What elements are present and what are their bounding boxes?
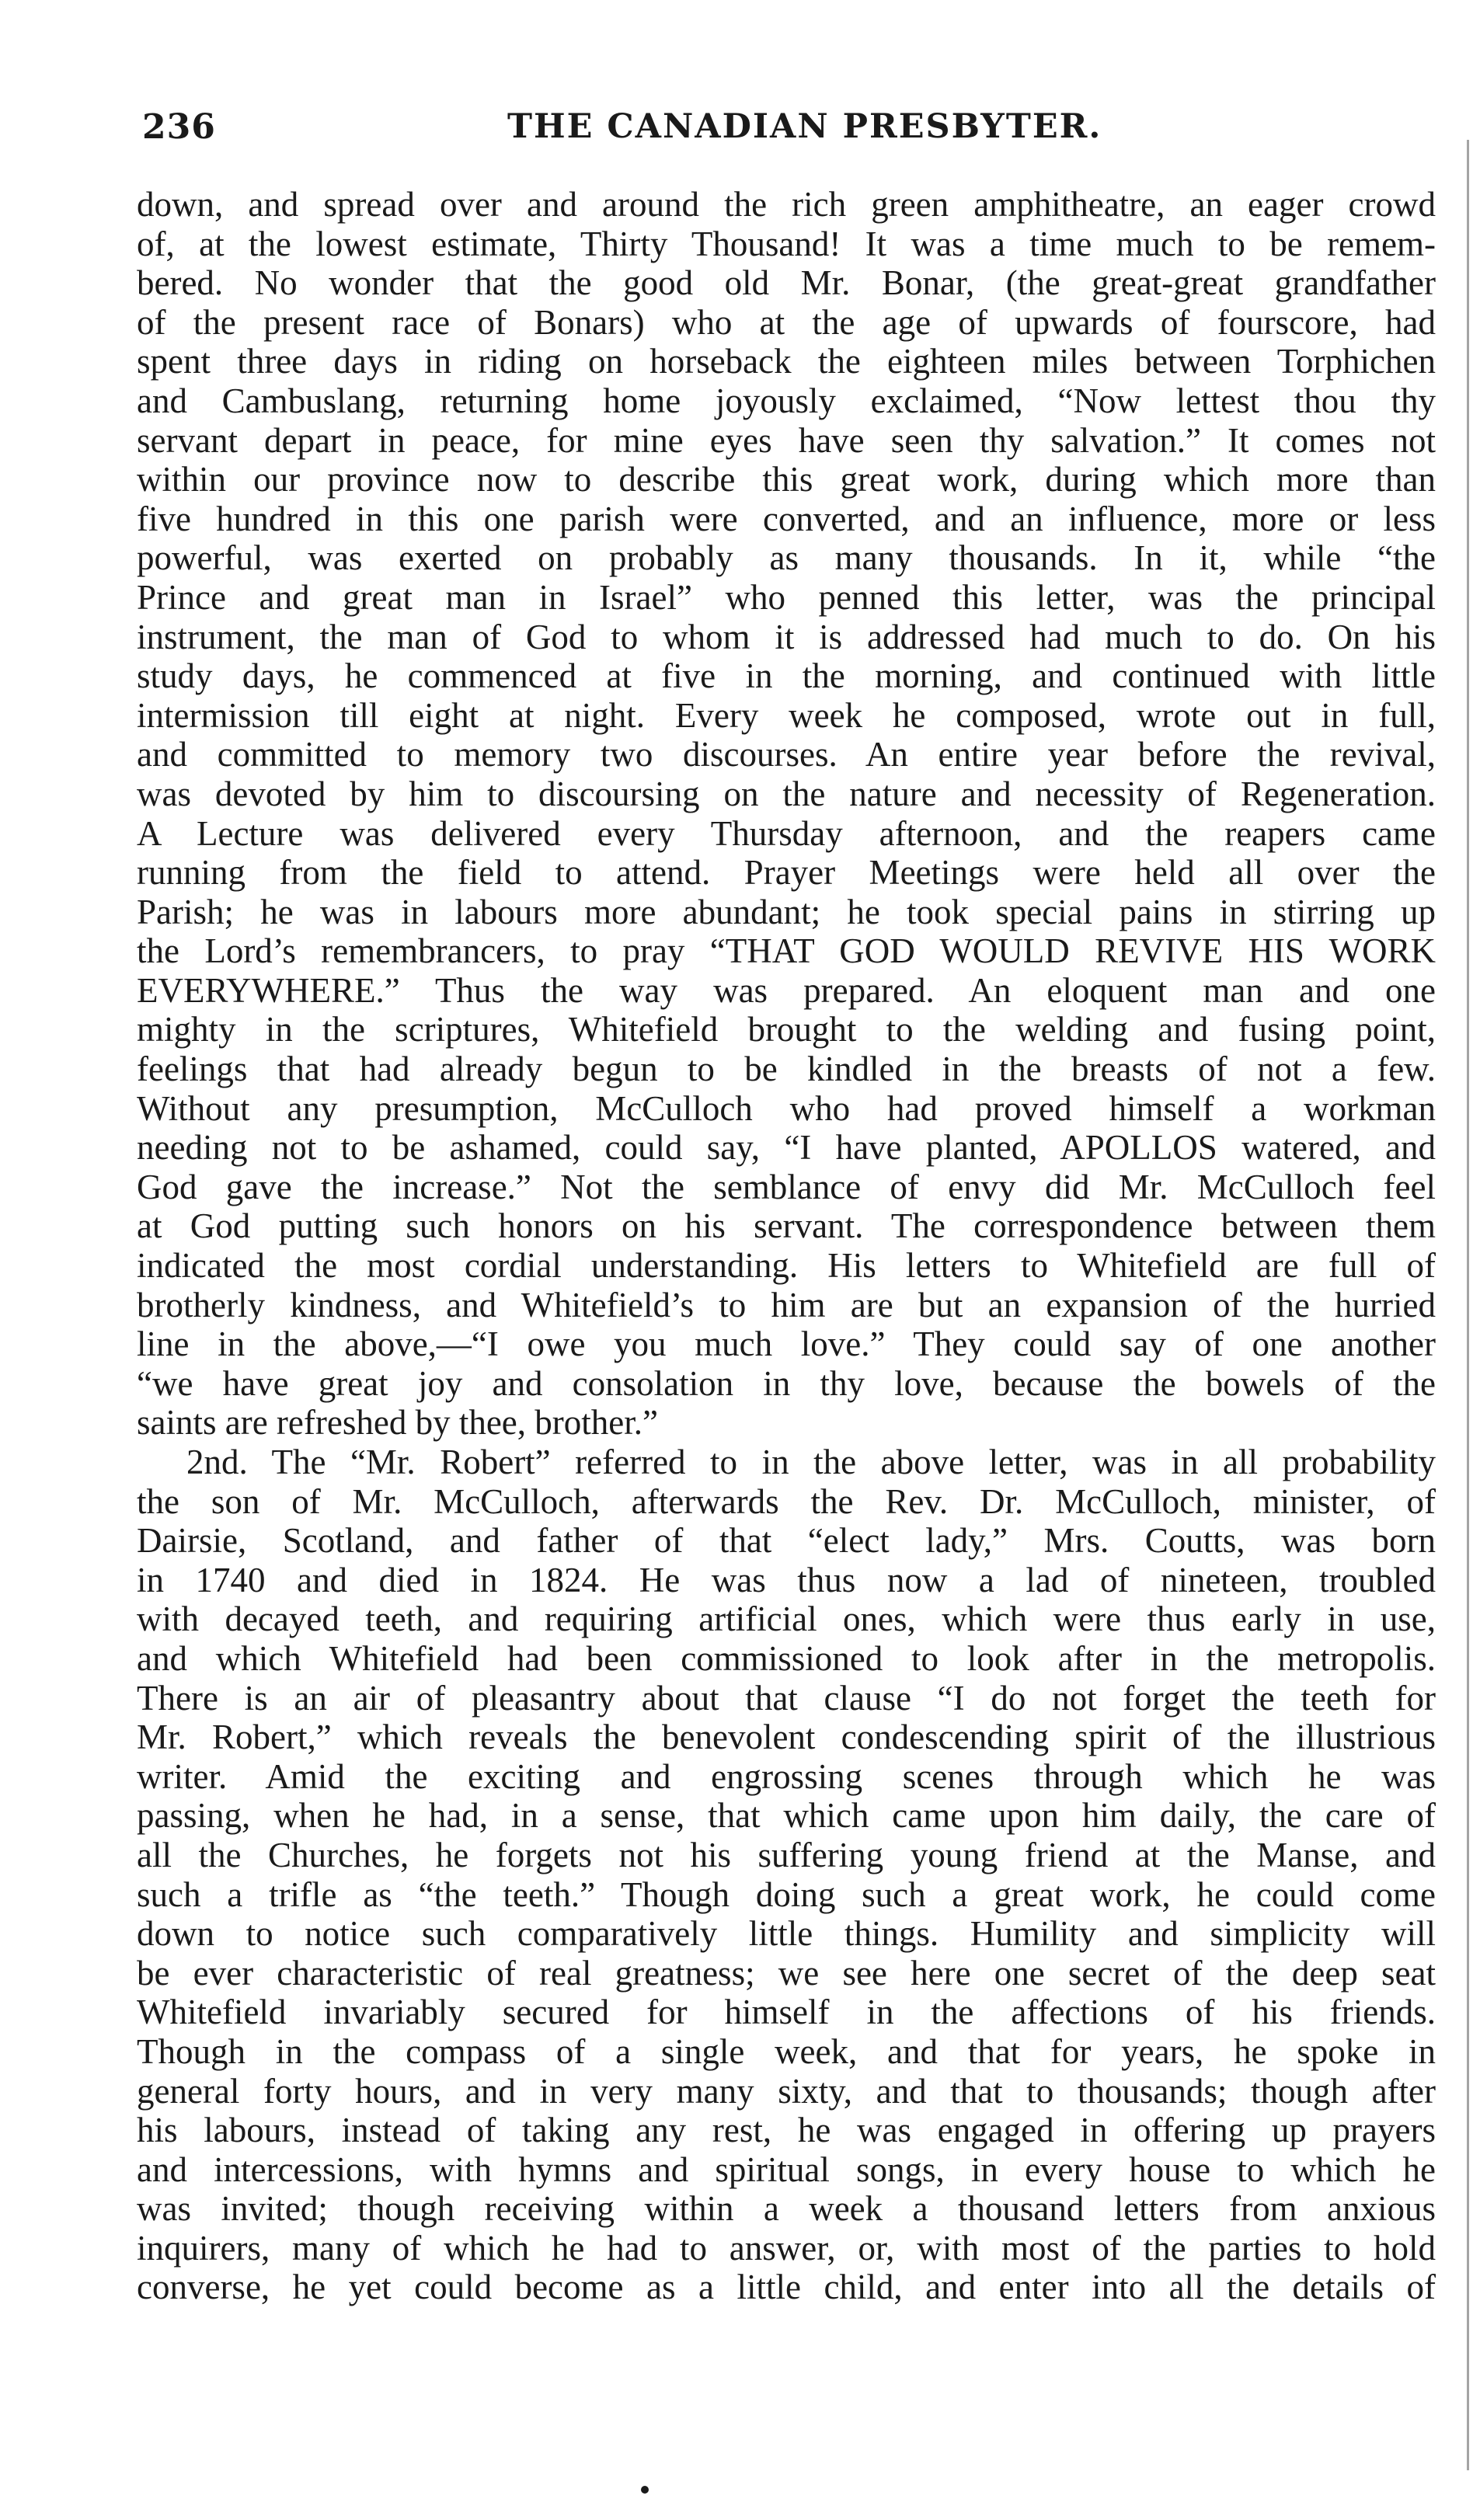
text-line: converse, he yet could become as a little child, and enter into all the details of — [137, 2268, 1436, 2307]
text-line: was devoted by him to discoursing on the nature and necessity of Regeneration. — [137, 774, 1436, 813]
text-line: and committed to memory two discourses. An entire year before the revival, — [137, 735, 1436, 774]
text-line: instrument, the man of God to whom it is addressed had much to do. On his — [137, 617, 1436, 656]
text-line: and intercessions, with hymns and spiritual songs, in every house to which he — [137, 2149, 1436, 2189]
text-line: Without any presumption, McCulloch who had proved himself a workman — [137, 1088, 1436, 1128]
text-line: writer. Amid the exciting and engrossing scenes through which he was — [137, 1756, 1436, 1796]
text-line: the son of Mr. McCulloch, afterwards the Rev. Dr. McCulloch, minister, of — [137, 1481, 1436, 1521]
text-line: of, at the lowest estimate, Thirty Thousand! It was a time much to be remem- — [137, 224, 1436, 263]
text-line: be ever characteristic of real greatness; we see here one secret of the deep seat — [137, 1953, 1436, 1993]
text-line: within our province now to describe this great work, during which more than — [137, 460, 1436, 499]
text-line: inquirers, many of which he had to answer, or, with most of the parties to hold — [137, 2228, 1436, 2268]
text-line: such a trifle as “the teeth.” Though doing such a great work, he could come — [137, 1874, 1436, 1914]
text-line: feelings that had already begun to be kindled in the breasts of not a few. — [137, 1049, 1436, 1089]
text-line: of the present race of Bonars) who at the age of upwards of fourscore, had — [137, 302, 1436, 342]
text-line: was invited; though receiving within a week a thousand letters from anxious — [137, 2189, 1436, 2229]
text-line: “we have great joy and consolation in thy love, because the bowels of the — [137, 1363, 1436, 1403]
paragraph-2 — [137, 1443, 1436, 2307]
text-line: general forty hours, and in very many sixty, and that to thousands; though after — [137, 2071, 1436, 2111]
text-line: needing not to be ashamed, could say, “I have planted, APOLLOS watered, and — [137, 1128, 1436, 1168]
text-line: God gave the increase.” Not the semblance of envy did Mr. McCulloch feel — [137, 1167, 1436, 1206]
text-line: Mr. Robert,” which reveals the benevolent condescending spirit of the illustrious — [137, 1718, 1436, 1757]
text-line: indicated the most cordial understanding. His letters to Whitefield are full of — [137, 1246, 1436, 1286]
text-line: powerful, was exerted on probably as many thousands. In it, while “the — [137, 538, 1436, 578]
text-line: saints are refreshed by thee, brother.” — [137, 1403, 658, 1443]
text-line: the Lord’s remembrancers, to pray “THAT GOD WOULD REVIVE HIS WORK — [137, 931, 1436, 971]
text-line: EVERYWHERE.” Thus the way was prepared. An eloquent man and one — [137, 970, 1436, 1010]
text-line: servant depart in peace, for mine eyes have seen thy salvation.” It comes not — [137, 420, 1436, 460]
text-line: running from the field to attend. Prayer Meetings were held all over the — [137, 853, 1436, 893]
text-line: There is an air of pleasantry about that clause “I do not forget the teeth for — [137, 1678, 1436, 1718]
text-line: down to notice such comparatively little things. Humility and simplicity will — [137, 1914, 1436, 1954]
text-line: at God putting such honors on his servant. The correspondence between them — [137, 1206, 1436, 1246]
paragraph-1 — [137, 185, 1436, 1443]
text-line: his labours, instead of taking any rest, he was engaged in offering up prayers — [137, 2111, 1436, 2150]
text-line: spent three days in riding on horseback the eighteen miles between Torphichen — [137, 342, 1436, 381]
text-line: mighty in the scriptures, Whitefield brought to the welding and fusing point, — [137, 1010, 1436, 1049]
text-line: brotherly kindness, and Whitefield’s to him are but an expansion of the hurried — [137, 1285, 1436, 1324]
text-line: bered. No wonder that the good old Mr. Bonar, (the great-great grandfather — [137, 263, 1436, 303]
text-line: passing, when he had, in a sense, that which came upon him daily, the care of — [137, 1796, 1436, 1836]
text-line: in 1740 and died in 1824. He was thus now a lad of nineteen, troubled — [137, 1560, 1436, 1599]
footer-dot — [641, 2486, 649, 2494]
text-line: and Cambuslang, returning home joyously exclaimed, “Now lettest thou thy — [137, 381, 1436, 420]
running-head: THE CANADIAN PRESBYTER. — [507, 107, 1102, 146]
text-line: A Lecture was delivered every Thursday afternoon, and the reapers came — [137, 813, 1436, 853]
text-line: down, and spread over and around the rich green amphitheatre, an eager crowd — [137, 185, 1436, 224]
text-line: Prince and great man in Israel” who penned this letter, was the principal — [137, 577, 1436, 617]
text-line: line in the above,—“I owe you much love.” They could say of one another — [137, 1324, 1436, 1364]
page-header — [142, 107, 1430, 162]
text-line: all the Churches, he forgets not his suffering young friend at the Manse, and — [137, 1835, 1436, 1874]
text-line: five hundred in this one parish were converted, and an influence, more or less — [137, 499, 1436, 538]
text-line: Dairsie, Scotland, and father of that “elect lady,” Mrs. Coutts, was born — [137, 1521, 1436, 1561]
text-line: 2nd. The “Mr. Robert” referred to in the above letter, was in all probability — [186, 1443, 1436, 1481]
text-line: intermission till eight at night. Every week he composed, wrote out in full, — [137, 695, 1436, 735]
text-line: with decayed teeth, and requiring artificial ones, which were thus early in use, — [137, 1599, 1436, 1639]
page-edge-line — [1467, 140, 1469, 2470]
text-line: and which Whitefield had been commissioned to look after in the metropolis. — [137, 1638, 1436, 1678]
text-line: study days, he commenced at five in the morning, and continued with little — [137, 656, 1436, 696]
text-line: Though in the compass of a single week, and that for years, he spoke in — [137, 2031, 1436, 2071]
text-line: Whitefield invariably secured for himself in the affections of his friends. — [137, 1993, 1436, 2032]
text-line: Parish; he was in labours more abundant; he took special pains in stirring up — [137, 892, 1436, 931]
body-text — [137, 185, 1436, 2307]
page-number: 236 — [142, 107, 216, 147]
